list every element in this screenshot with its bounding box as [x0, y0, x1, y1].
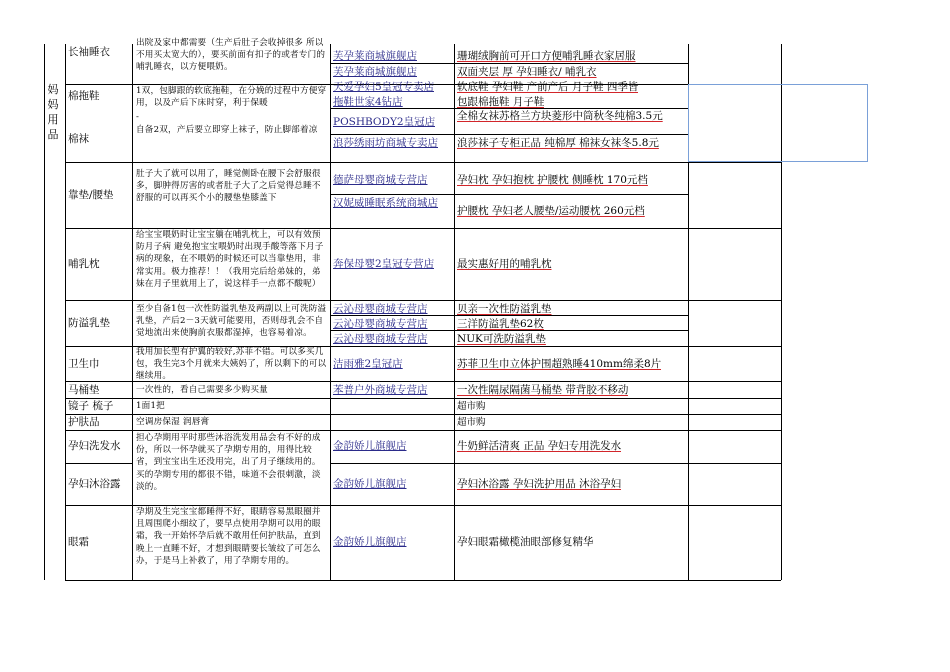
item-cell[interactable]: 眼霜 — [68, 536, 89, 548]
product-cell[interactable]: 全棉女袜苏格兰方块菱形中筒秋冬纯棉3.5元 — [457, 110, 663, 122]
description-cell[interactable]: 自备2双，产后要立即穿上袜子，防止脚部着凉 — [136, 125, 318, 135]
product-cell[interactable]: 珊瑚绒胸前可开口方便哺乳睡衣家居服 — [457, 50, 636, 62]
category-label: 妈妈用品 — [47, 83, 59, 141]
description-cell[interactable]: 空调房保湿 润唇膏 — [136, 417, 210, 427]
shop-link[interactable]: 洁雨雅2皇冠店 — [333, 358, 403, 370]
shop-link[interactable]: 云沁母婴商城专营店 — [333, 333, 428, 345]
item-cell[interactable]: 护肤品 — [68, 416, 100, 428]
item-cell[interactable]: 孕妇洗发水 — [68, 440, 121, 452]
product-cell[interactable]: 浪莎袜子专柜正品 纯棉厚 棉袜女袜冬5.8元 — [457, 137, 659, 149]
grid-line-v — [44, 44, 45, 580]
product-cell[interactable]: 双面夹层 厚 孕妇睡衣/ 哺乳衣 — [457, 66, 597, 78]
item-cell[interactable]: 棉袜 — [68, 133, 89, 145]
item-cell[interactable]: 镜子 梳子 — [68, 400, 114, 412]
grid-line-v — [65, 44, 66, 580]
product-cell[interactable]: 软底鞋 孕妇鞋 产前产后 月子鞋 四季皆 — [457, 81, 639, 93]
shop-link[interactable]: 天爱孕妇5皇冠专卖店 — [333, 81, 435, 93]
shop-link[interactable]: 云沁母婴商城专营店 — [333, 318, 428, 330]
item-cell[interactable]: 靠垫/腰垫 — [68, 189, 114, 201]
grid-line-h — [330, 194, 688, 195]
product-cell[interactable]: NUK可洗防溢乳垫 — [457, 333, 546, 345]
shop-link[interactable]: 苯普户外商城专营店 — [333, 384, 428, 396]
shop-link[interactable]: POSHBODY2皇冠店 — [333, 116, 436, 128]
description-cell[interactable]: 担心孕期用平时那些沐浴洗发用品会有不好的成份，所以一怀孕就买了孕期专用的，用得比较省，到宝宝出生还没用完，出了月子继续用的。买的孕期专用的都很不错，味道不会很刺激，淡淡的。 — [136, 433, 321, 492]
product-cell[interactable]: 最实惠好用的哺乳枕 — [457, 258, 552, 270]
item-cell[interactable]: 防溢乳垫 — [68, 317, 110, 329]
description-cell[interactable]: 至少自备1包一次性防溢乳垫及两副以上可洗防溢乳垫，产后2－3天就可能要用，否则母乳会不自觉地流出来使胸前衣服都湿掉，也容易着凉。 — [136, 304, 327, 339]
item-cell[interactable]: 卫生巾 — [68, 358, 100, 370]
product-cell[interactable]: 三洋防溢乳垫62枚 — [457, 318, 544, 330]
product-cell[interactable]: 护腰枕 孕妇老人腰垫/运动腰枕 260元档 — [457, 205, 645, 217]
product-cell[interactable]: 一次性隔尿隔菌马桶垫 带背胶不移动 — [457, 384, 629, 396]
grid-line-v — [132, 44, 133, 580]
description-cell[interactable]: 1双，包脚跟的软底拖鞋，在分娩的过程中方便穿用，以及产后下床时穿，利于保暖 — [136, 86, 327, 109]
item-cell[interactable]: 孕妇沐浴露 — [68, 478, 121, 490]
product-cell[interactable]: 贝亲一次性防溢乳垫 — [457, 303, 552, 315]
description-cell[interactable]: 1面1把 — [136, 401, 165, 411]
shop-link[interactable]: 浪莎绣雨坊商城专卖店 — [333, 137, 438, 149]
product-cell[interactable]: 牛奶鲜活清爽 正品 孕妇专用洗发水 — [457, 440, 622, 452]
product-cell[interactable]: 苏菲卫生巾立体护围超熟睡410mm绵柔8片 — [457, 358, 662, 370]
item-cell[interactable]: 长袖睡衣 — [68, 46, 110, 58]
grid-line-h — [65, 300, 781, 301]
shop-link[interactable]: 奔保母婴2皇冠专营店 — [333, 258, 435, 270]
grid-line-h — [65, 414, 781, 415]
description-cell[interactable]: 出院及家中都需要（生产后肚子会收掉很多 所以不用买太宽大的），要买前面有扣子的或者专门的哺乳睡衣，以方便喂奶。 — [136, 38, 326, 73]
description-cell[interactable]: 肚子大了就可以用了，睡觉侧卧在腰下会舒服很多，脚肿得厉害的或者肚子大了之后觉得总睡不舒服的可以再买个小的腰垫垫膝盖下 — [136, 169, 321, 204]
description-cell[interactable]: - — [136, 112, 140, 122]
product-cell[interactable]: 超市购 — [457, 417, 486, 428]
shop-link[interactable]: 拖鞋世家4钻店 — [333, 96, 403, 108]
product-cell[interactable]: 超市购 — [457, 401, 486, 412]
item-cell[interactable]: 棉拖鞋 — [68, 90, 100, 102]
product-cell[interactable]: 孕妇眼霜橄榄油眼部修复精华 — [457, 536, 594, 548]
grid-line-h — [65, 463, 132, 464]
grid-line-h — [330, 134, 688, 135]
shop-link[interactable]: 金韵娇儿旗舰店 — [333, 478, 407, 490]
item-cell[interactable]: 马桶垫 — [68, 384, 100, 396]
grid-line-h — [65, 430, 781, 431]
shop-link[interactable]: 云沁母婴商城专营店 — [333, 303, 428, 315]
grid-line-h — [65, 162, 781, 163]
shop-link[interactable]: 汉妮威睡眠系统商城店 — [333, 197, 438, 209]
grid-line-h — [65, 580, 781, 581]
shop-link[interactable]: 金韵娇儿旗舰店 — [333, 536, 407, 548]
grid-line-h — [65, 381, 781, 382]
description-cell[interactable]: 我用加长型有护翼的较好,苏菲不错。可以多买几包，我生完3个月就来大姨妈了，所以剩下的可以继续用。 — [136, 347, 327, 381]
grid-line-h — [65, 398, 781, 399]
item-cell[interactable]: 哺乳枕 — [68, 258, 100, 270]
grid-line-h — [330, 63, 688, 64]
shop-link[interactable]: 金韵娇儿旗舰店 — [333, 440, 407, 452]
grid-line-v — [330, 44, 331, 580]
description-cell[interactable]: 一次性的，看自己需要多少购买量 — [136, 385, 268, 395]
product-cell[interactable]: 孕妇枕 孕妇抱枕 护腰枕 侧睡枕 170元档 — [457, 174, 648, 186]
grid-line-v — [454, 44, 455, 580]
shop-link[interactable]: 德萨母婴商城专营店 — [333, 174, 428, 186]
description-cell[interactable]: 孕期及生完宝宝都睡得不好，眼睛容易黑眼圈并且周围爬小细纹了，要早点使用孕期可以用的眼霜，我一开始怀孕后就不敢用任何护肤品，直到晚上一直睡不好，才想到眼睛要长皱纹了可怎么办，于是马上补救了，用了孕期专用的。 — [136, 507, 321, 566]
grid-line-h — [330, 463, 781, 464]
selection-box — [688, 84, 868, 162]
product-cell[interactable]: 孕妇沐浴露 孕妇洗护用品 沐浴孕妇 — [457, 478, 622, 490]
description-cell[interactable]: 给宝宝喂奶时让宝宝躺在哺乳枕上，可以有效预防月子病 避免抱宝宝喂奶时出现手酸等落下月子病的现象，在不喂奶的时候还可以当靠垫用，非常实用。极力推荐！！（我用完后给弟妹的，弟妹在月子里就用上了，说这样手一点都不酸呢） — [136, 230, 324, 289]
product-cell[interactable]: 包跟棉拖鞋 月子鞋 — [457, 96, 545, 108]
shop-link[interactable]: 芙孕莱商城旗舰店 — [333, 50, 417, 62]
shop-link[interactable]: 芙孕莱商城旗舰店 — [333, 66, 417, 78]
